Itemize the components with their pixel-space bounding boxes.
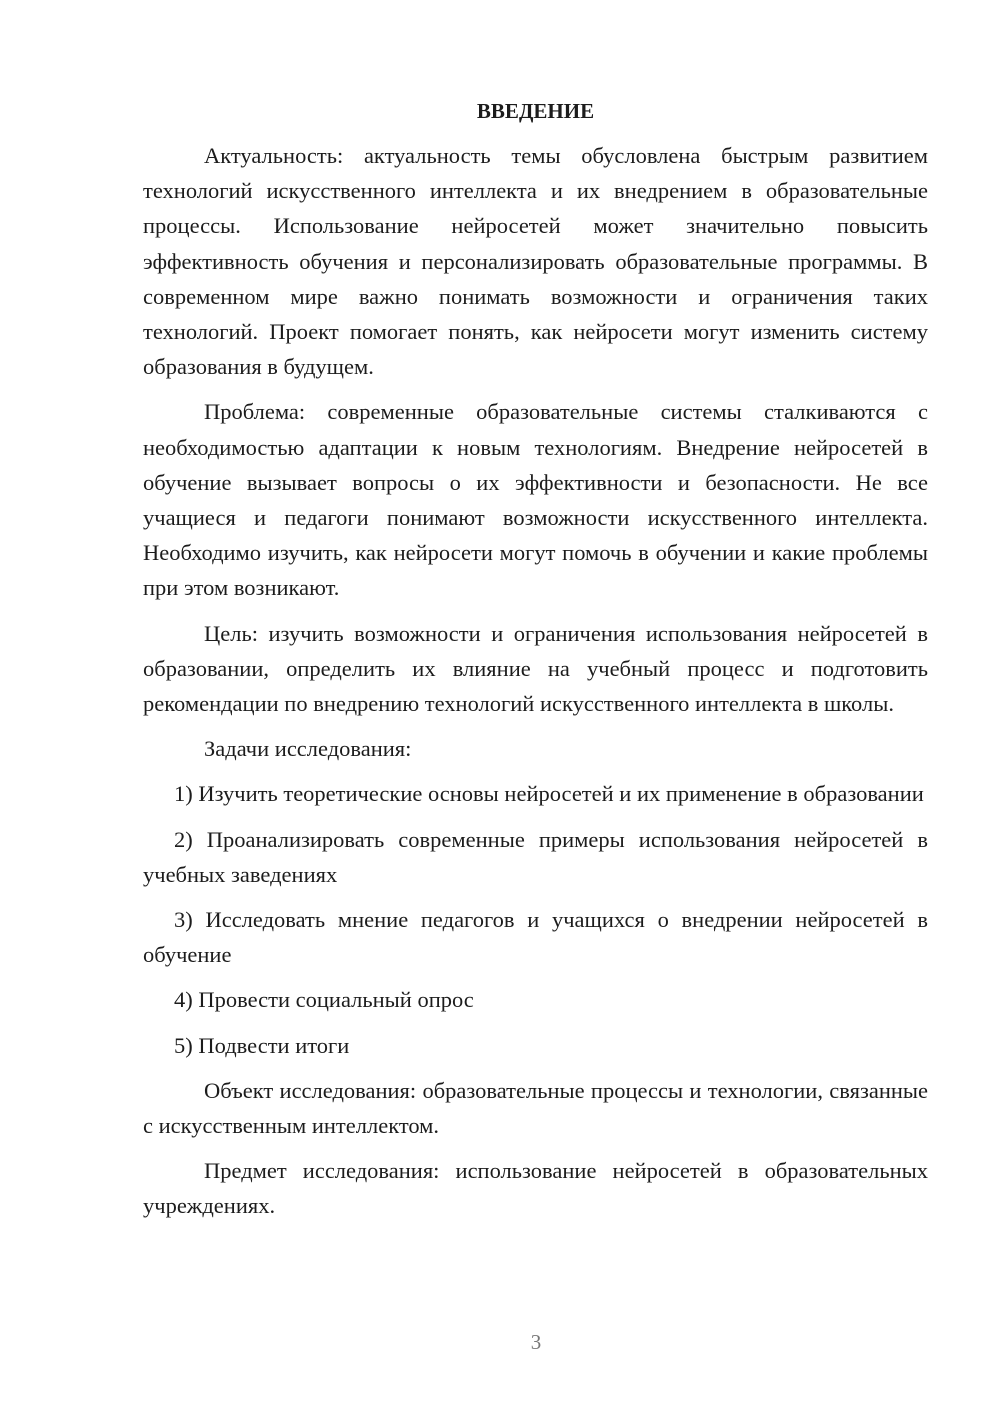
task-item-5: 5) Подвести итоги [174, 1032, 350, 1058]
task-item-4: 4) Провести социальный опрос [174, 987, 474, 1013]
document-page [143, 94, 928, 1234]
tasks-title: Задачи исследования: [204, 736, 412, 762]
subject-paragraph: Предмет исследования: использование нейросетей в образовательных учреждениях. [143, 1158, 928, 1219]
task-item-3: 3) Исследовать мнение педагогов и учащихся о внедрении нейросетей в обучение [143, 907, 928, 968]
problem-paragraph: Проблема: современные образовательные системы сталкиваются с необходимостью адаптации к новым технологиям. Внедрение нейросетей в обучение вызывает вопросы о их эффективности и безопасности. Не все учащиеся и педагоги понимают возможности искусственного интеллекта. Необходимо изучить, как нейросети могут помочь в обучении и какие проблемы при этом возникают. [143, 399, 928, 601]
goal-paragraph: Цель: изучить возможности и ограничения использования нейросетей в образовании, определить их влияние на учебный процесс и подготовить рекомендации по внедрению технологий искусственного интеллекта в школы. [143, 620, 928, 717]
relevance-paragraph: Актуальность: актуальность темы обусловлена быстрым развитием технологий искусственного интеллекта и их внедрением в образовательные процессы. Использование нейросетей может значительно повысить эффективность обучения и персонализировать образовательные программы. В современном мире важно понимать возможности и ограничения таких технологий. Проект помогает понять, как нейросети могут изменить систему образования в будущем. [143, 143, 928, 380]
task-item-2: 2) Проанализировать современные примеры использования нейросетей в учебных заведениях [143, 826, 928, 887]
task-item-1: 1) Изучить теоретические основы нейросетей и их применение в образовании [174, 781, 924, 807]
section-heading: ВВЕДЕНИЕ [476, 99, 595, 123]
object-paragraph: Объект исследования: образовательные процессы и технологии, связанные с искусственным интеллектом. [143, 1077, 928, 1139]
page-number: 3 [530, 1330, 542, 1354]
